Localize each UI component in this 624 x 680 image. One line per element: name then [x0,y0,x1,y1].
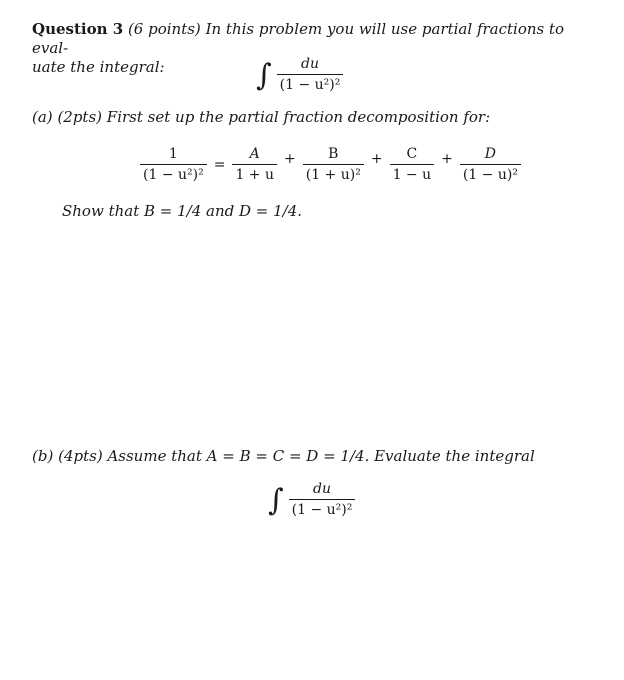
integral-numerator: du [277,56,344,75]
part-a-label: (a) [32,108,53,126]
question-intro-line2: uate the integral: [32,58,165,76]
term-c-numerator: C [390,146,435,165]
term-a-numerator: A [232,146,277,165]
integral-b-numerator: du [289,481,356,500]
integral-display [256,56,345,93]
integral-fraction [277,56,344,93]
part-b-label: (b) [32,447,54,465]
decomposition-equation [138,146,523,183]
part-a-text: First set up the partial fraction decomposition for: [106,108,491,126]
show-that-text: Show that B = 1/4 and D = 1/4. [62,202,303,220]
lhs-denominator: (1 − u²)² [143,167,204,183]
part-b-points: (4pts) [58,447,103,465]
plus-sign: + [370,150,383,167]
term-d-numerator: D [460,146,521,165]
term-b-denominator: (1 + u)² [305,167,361,183]
integral-b-fraction [289,481,356,518]
integral-denominator: (1 − u²)² [279,77,341,93]
integral-display-b [268,481,357,518]
lhs-numerator: 1 [140,146,207,165]
integral-sign-icon: ∫ [268,482,284,518]
part-b-text: Assume that A = B = C = D = 1/4. Evaluate the integral [107,447,535,465]
question-intro-line1: In this problem you will use partial fractions to eval- [32,20,565,57]
term-d-denominator: (1 − u)² [462,167,518,183]
term-c-denominator: 1 − u [392,167,432,183]
question-points: (6 points) [127,20,201,38]
question-label: Question 3 [32,20,124,38]
plus-sign: + [441,150,453,167]
equals-sign: = [213,156,226,173]
term-d-fraction [460,146,521,183]
part-a-prompt [32,108,588,127]
part-a-points: (2pts) [57,108,103,126]
integral-b-denominator: (1 − u²)² [291,502,353,518]
term-a-denominator: 1 + u [235,167,274,183]
term-c-fraction [390,146,435,183]
term-b-fraction [303,146,364,183]
part-b-prompt [32,447,588,466]
plus-sign: + [284,150,296,167]
term-b-numerator: B [303,146,364,165]
lhs-fraction [140,146,207,183]
integral-sign-icon: ∫ [256,57,272,93]
term-a-fraction [232,146,277,183]
